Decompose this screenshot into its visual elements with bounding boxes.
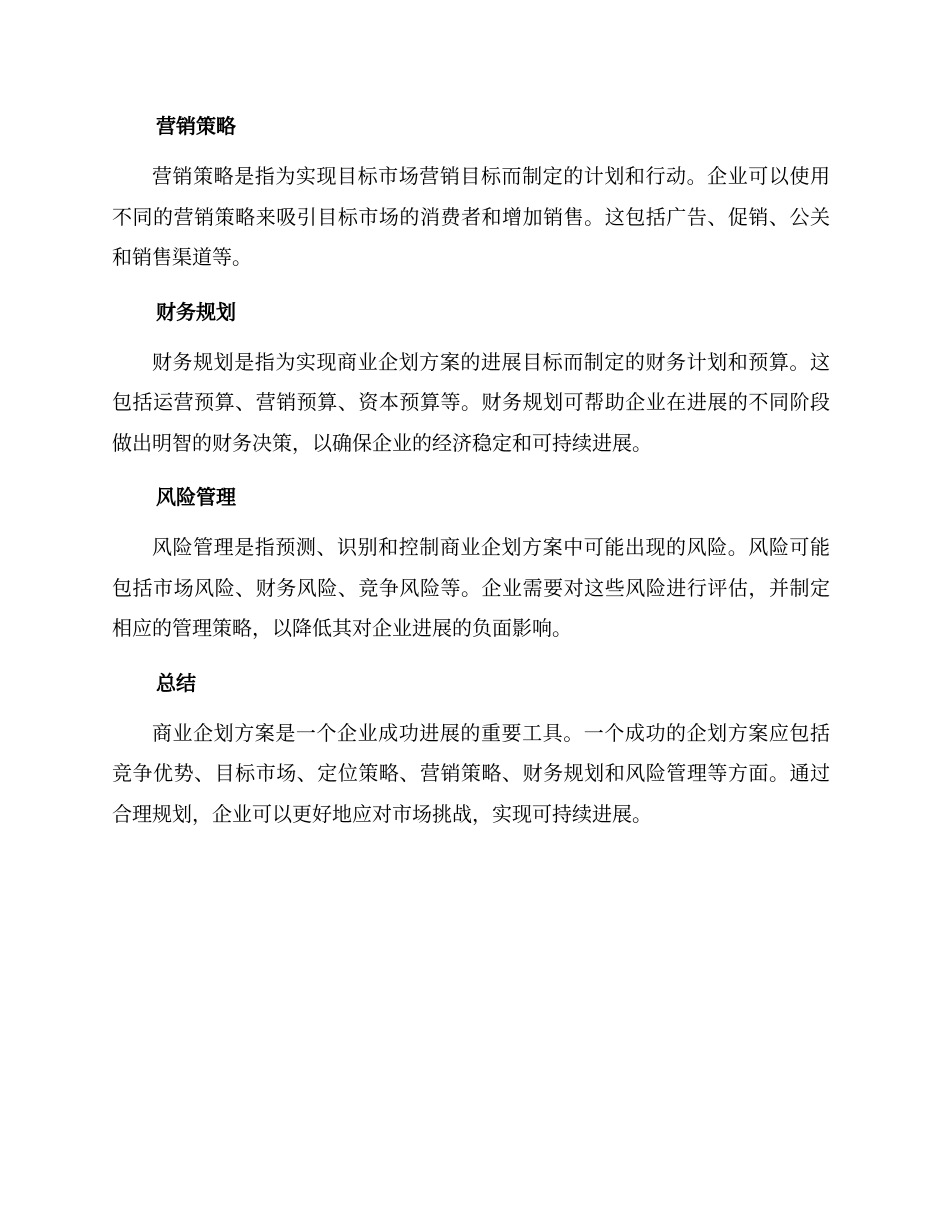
section-heading: 财务规划 <box>156 299 236 324</box>
section-heading: 风险管理 <box>156 485 236 509</box>
section-paragraph: 营销策略是指为实现目标市场营销目标而制定的计划和行动。企业可以使用不同的营销策略来吸引目标市场的消费者和增加销售。这包括广告、促销、公关和销售渠道等。 <box>112 164 830 269</box>
document-content <box>112 108 830 850</box>
section-heading: 总结 <box>156 670 196 695</box>
section-marketing-strategy <box>112 108 830 278</box>
section-paragraph: 风险管理是指预测、识别和控制商业企划方案中可能出现的风险。风险可能包括市场风险、财务风险、竞争风险等。企业需要对这些风险进行评估，并制定相应的管理策略，以降低其对企业进展的负面影响。 <box>112 535 830 640</box>
section-heading: 营销策略 <box>156 114 236 138</box>
section-paragraph: 商业企划方案是一个企业成功进展的重要工具。一个成功的企划方案应包括竞争优势、目标市场、定位策略、营销策略、财务规划和风险管理等方面。通过合理规划，企业可以更好地应对市场挑战，实现可持续进展。 <box>112 720 830 826</box>
section-paragraph: 财务规划是指为实现商业企划方案的进展目标而制定的财务计划和预算。这包括运营预算、营销预算、资本预算等。财务规划可帮助企业在进展的不同阶段做出明智的财务决策，以确保企业的经济稳定和可持续进展。 <box>112 349 830 455</box>
section-summary <box>112 665 830 835</box>
section-risk-management <box>112 479 830 649</box>
section-financial-planning <box>112 294 830 464</box>
